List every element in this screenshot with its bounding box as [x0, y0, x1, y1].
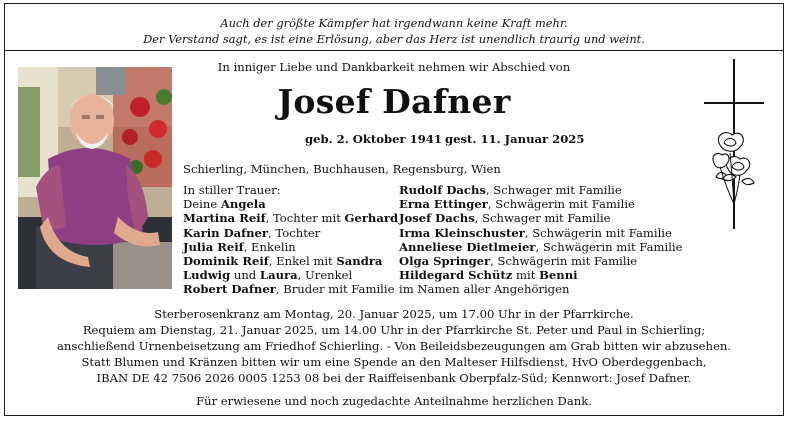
mourner-relation: und: [230, 268, 260, 283]
mourner-relation: , Tochter: [268, 225, 321, 240]
mourner-name: Angela: [220, 197, 266, 212]
mourner-name: Martina Reif: [183, 211, 266, 226]
mourner-name: Rudolf Dachs: [399, 183, 486, 197]
mourner-name: Benni: [539, 268, 578, 283]
announcement-line-4: Statt Blumen und Kränzen bitten wir um eine Spende an den Malteser Hilfsdienst, HvO Oberdeggenbach,: [81, 355, 707, 369]
mourner-row: [399, 268, 682, 282]
mourner-row: [183, 282, 398, 296]
places-list: Schierling, München, Buchhausen, Regensburg, Wien: [183, 162, 501, 176]
mourner-name: Ludwig: [183, 268, 231, 283]
birth-date: geb. 2. Oktober 1941: [305, 132, 442, 146]
mourner-row: [183, 197, 398, 211]
mourner-row: [399, 282, 682, 296]
mourner-name: Karin Dafner: [183, 225, 269, 240]
thanks-text: Für erwiesene und noch zugedachte Anteilnahme herzlichen Dank.: [196, 394, 592, 408]
obituary-card: [4, 3, 784, 416]
quote-line-1: Auch der größte Kämpfer hat irgendwann keine Kraft mehr.: [220, 16, 568, 30]
intro-text: In inniger Liebe und Dankbarkeit nehmen wir Abschied von: [217, 60, 571, 74]
mourner-name: Hildegard Schütz: [399, 268, 513, 283]
mourner-relation: , Schwägerin mit Familie: [490, 254, 638, 269]
announcement-line-5: IBAN DE 42 7506 2026 0005 1253 08 bei der Raiffeisenbank Oberpfalz-Süd; Kennwort: Josef Dafner.: [96, 371, 692, 385]
mourner-name: Anneliese Dietlmeier: [399, 239, 536, 254]
cross-with-roses-icon: [702, 59, 766, 233]
mourner-relation: , Schwägerin mit Familie: [535, 239, 683, 254]
mourner-row: [183, 183, 398, 197]
mourners-left-column: [183, 183, 398, 297]
mourner-row: [399, 211, 682, 225]
mourner-relation: , Enkel mit: [268, 254, 337, 269]
mourner-row: [183, 211, 398, 225]
mourner-relation: , Bruder mit Familie: [275, 282, 395, 297]
mourner-relation: , Schwager mit Familie: [485, 183, 622, 197]
mourner-relation: , Urenkel: [297, 268, 353, 283]
mourner-name: Sandra: [336, 254, 383, 269]
mourner-relation: mit: [512, 268, 540, 283]
mourners-right-column: [399, 183, 682, 297]
mourner-name: Dominik Reif: [183, 254, 269, 269]
mourner-row: [399, 183, 682, 197]
mourner-row: [399, 197, 682, 211]
mourner-relation: , Schwägerin mit Familie: [524, 225, 672, 240]
mourner-relation: , Tochter mit: [265, 211, 345, 226]
mourner-relation: , Schwager mit Familie: [474, 211, 611, 226]
divider-line: [5, 50, 783, 51]
portrait-photo: [18, 67, 172, 289]
announcement-line-3: anschließend Urnenbeisetzung am Friedhof Schierling. - Von Beileidsbezeugungen am Grab bitten wir abzusehen.: [57, 339, 731, 353]
portrait-photo-icon: [18, 67, 172, 289]
announcement-line-1: Sterberosenkranz am Montag, 20. Januar 2025, um 17.00 Uhr in der Pfarrkirche.: [154, 307, 634, 321]
mourner-name: Laura: [259, 268, 298, 283]
mourner-name: Olga Springer: [399, 254, 491, 269]
mourner-relation: Deine: [183, 197, 221, 212]
mourner-row: [183, 226, 398, 240]
mourner-row: [183, 268, 398, 282]
quote-line-2: Der Verstand sagt, es ist eine Erlösung, aber das Herz ist unendlich traurig und weint.: [143, 32, 645, 46]
mourner-relation: , Enkelin: [243, 239, 296, 254]
mourner-row: [399, 226, 682, 240]
cross-icon: [702, 59, 766, 229]
mourner-name: Gerhard: [344, 211, 399, 226]
mourner-row: [399, 254, 682, 268]
mourner-row: [183, 254, 398, 268]
announcement-line-2: Requiem am Dienstag, 21. Januar 2025, um 14.00 Uhr in der Pfarrkirche St. Peter und Paul in Schierling;: [82, 323, 706, 337]
mourner-relation: In stiller Trauer:: [183, 183, 281, 197]
mourner-name: Irma Kleinschuster: [399, 225, 525, 240]
mourner-row: [399, 240, 682, 254]
mourner-row: [183, 240, 398, 254]
mourner-relation: , Schwägerin mit Familie: [487, 197, 635, 212]
mourner-relation: im Namen aller Angehörigen: [399, 282, 570, 297]
mourner-name: Julia Reif: [183, 239, 244, 254]
death-date: gest. 11. Januar 2025: [445, 132, 585, 146]
deceased-name: Josef Dafner: [277, 82, 511, 121]
mourner-name: Josef Dachs: [399, 211, 475, 226]
mourner-name: Erna Ettinger: [399, 197, 488, 212]
mourner-name: Robert Dafner: [183, 282, 276, 297]
